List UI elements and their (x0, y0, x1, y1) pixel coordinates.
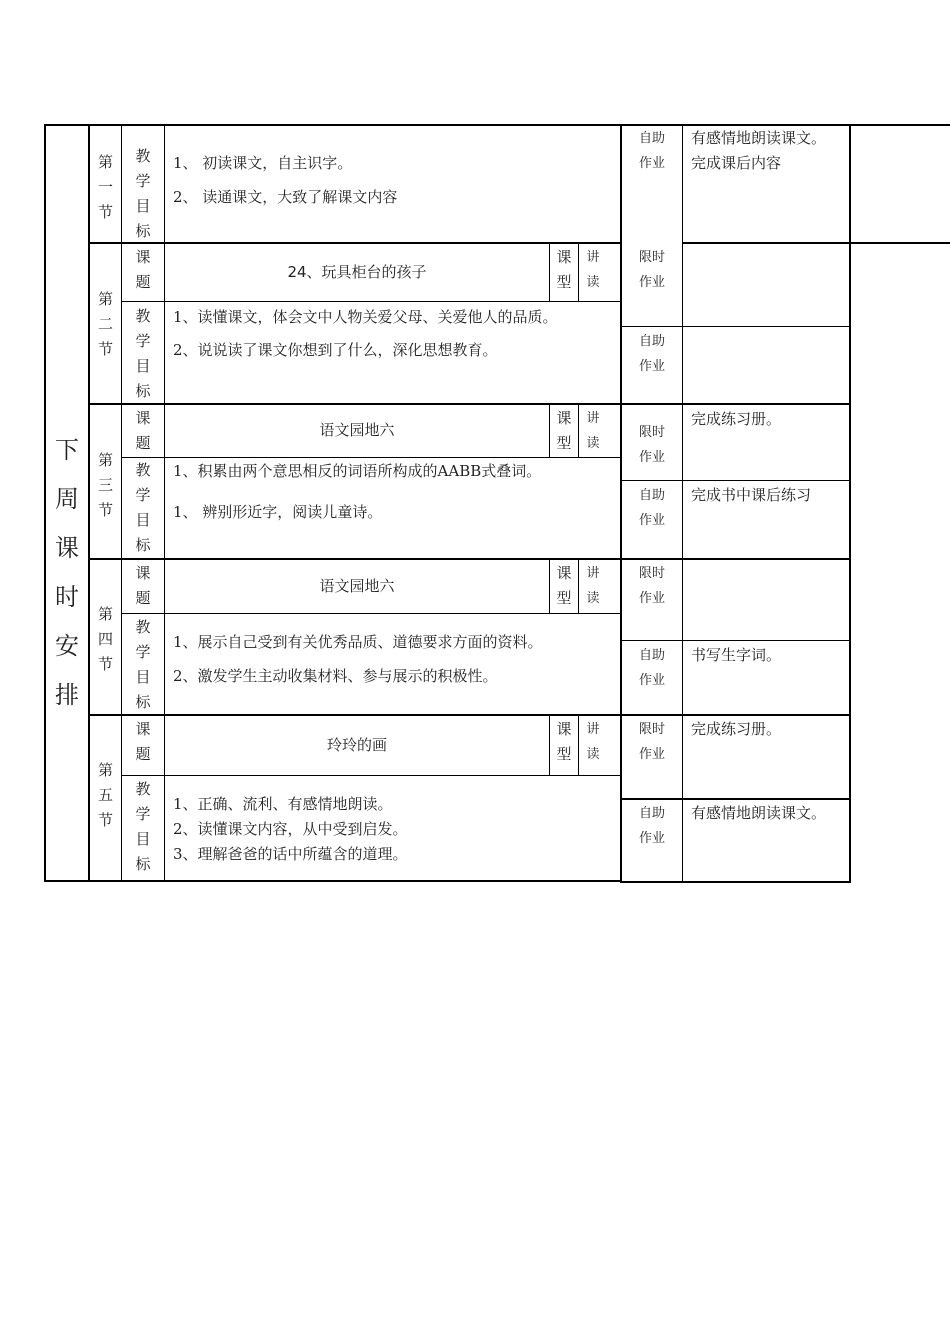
homework-label: 自助 作业 (638, 488, 665, 528)
homework-label: 自助 作业 (638, 648, 665, 688)
topic-label: 课 题 (135, 564, 151, 607)
section-name: 第 四 节 (97, 605, 113, 673)
type-label: 课 型 (556, 409, 572, 452)
homework-text: 完成练习册。 (691, 720, 782, 738)
type-label: 课 型 (556, 248, 572, 291)
goal-label: 教 学 目 标 (135, 307, 151, 400)
topic-label: 课 题 (135, 409, 151, 452)
type-label: 课 型 (556, 564, 572, 607)
homework-label: 限时 作业 (638, 566, 665, 606)
goal-item: 1、读懂课文，体会文中人物关爱父母、关爱他人的品质。 (173, 308, 558, 326)
topic-title: 24、玩具柜台的孩子 (287, 263, 427, 281)
section-name: 第 五 节 (97, 761, 113, 829)
type-value: 讲 读 (586, 722, 600, 762)
goal-label: 教 学 目 标 (135, 461, 151, 554)
homework-text: 有感情地朗读课文。 (691, 804, 827, 822)
type-value: 讲 读 (586, 411, 600, 451)
goal-item: 2、 读通课文，大致了解课文内容 (173, 188, 398, 206)
homework-text: 书写生字词。 (691, 646, 782, 664)
type-value: 讲 读 (586, 566, 600, 606)
topic-title: 玲玲的画 (326, 736, 387, 754)
topic-title: 语文园地六 (319, 421, 395, 439)
side-label: 下 周 课 时 安 排 (55, 436, 79, 709)
goal-item: 1、 辨别形近字，阅读儿童诗。 (173, 503, 383, 521)
homework-label: 自助 作业 (638, 131, 665, 171)
homework-text: 有感情地朗读课文。 完成课后内容 (691, 129, 827, 172)
goal-item: 2、读懂课文内容，从中受到启发。 (173, 820, 408, 838)
homework-label: 限时 作业 (638, 722, 665, 762)
section-name: 第 三 节 (97, 451, 113, 519)
section-name: 第 二 节 (97, 290, 113, 358)
goal-label: 教 学 目 标 (135, 780, 151, 873)
goal-item: 1、正确、流利、有感情地朗读。 (173, 795, 393, 813)
goal-label: 教 学 目 标 (135, 147, 151, 240)
section-name: 第 一 节 (97, 153, 113, 221)
type-label: 课 型 (556, 720, 572, 763)
type-value: 讲 读 (586, 250, 600, 290)
homework-label: 自助 作业 (638, 806, 665, 846)
topic-label: 课 题 (135, 248, 151, 291)
topic-title: 语文园地六 (319, 577, 395, 595)
goal-label: 教 学 目 标 (135, 618, 151, 711)
homework-label: 限时 作业 (638, 250, 665, 290)
homework-label: 自助 作业 (638, 334, 665, 374)
homework-label: 限时 作业 (638, 425, 665, 465)
goal-item: 3、理解爸爸的话中所蕴含的道理。 (173, 845, 408, 863)
homework-text: 完成练习册。 (691, 410, 782, 428)
homework-text: 完成书中课后练习 (691, 486, 812, 504)
topic-label: 课 题 (135, 720, 151, 763)
goal-item: 2、激发学生主动收集材料、参与展示的积极性。 (173, 667, 498, 685)
goal-item: 1、积累由两个意思相反的词语所构成的AABB式叠词。 (173, 462, 542, 480)
goal-item: 2、说说读了课文你想到了什么，深化思想教育。 (173, 341, 498, 359)
goal-item: 1、展示自己受到有关优秀品质、道德要求方面的资料。 (173, 633, 543, 651)
goal-item: 1、 初读课文，自主识字。 (173, 154, 353, 172)
